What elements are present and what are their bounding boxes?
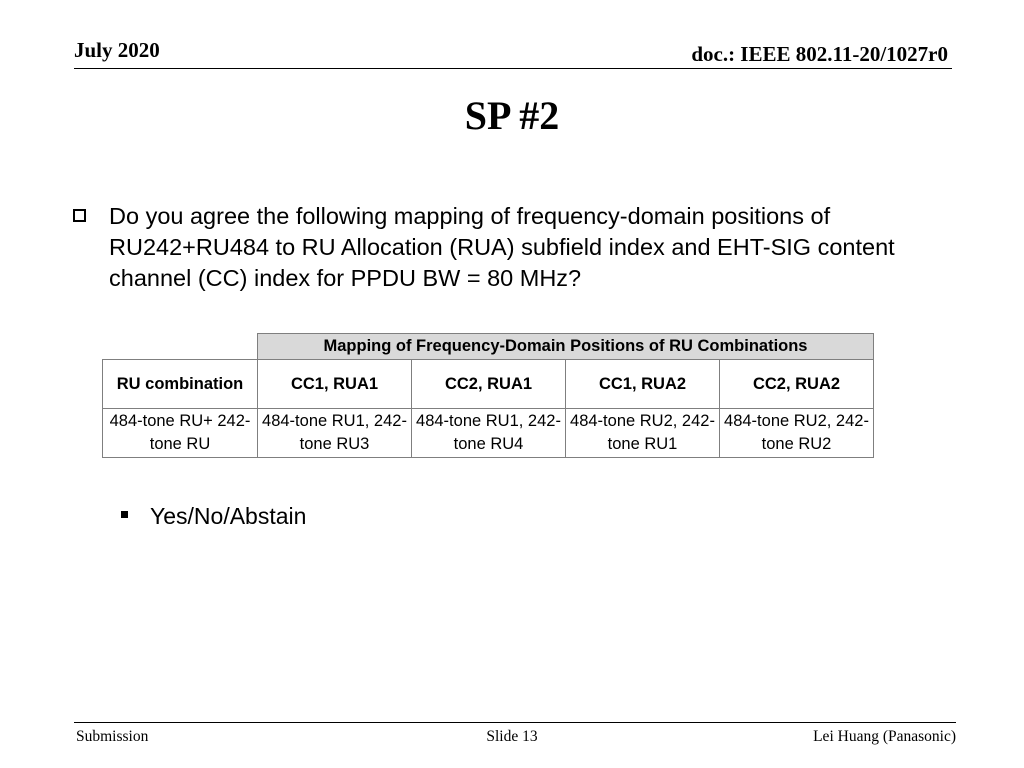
table-cell: 484-tone RU2, 242-tone RU2 (720, 409, 874, 458)
row-label: 484-tone RU+ 242-tone RU (103, 409, 258, 458)
table-cell: 484-tone RU1, 242-tone RU3 (258, 409, 412, 458)
vote-text: Yes/No/Abstain (150, 503, 307, 529)
column-header: CC1, RUA2 (566, 360, 720, 409)
vote-options (121, 503, 306, 530)
question-text: Do you agree the following mapping of frequency-domain positions of RU242+RU484 to RU Allocation (RUA) subfield index and EHT-SIG content channel (CC) index for PPDU BW = 80 MHz? (109, 203, 895, 291)
slide-title: SP #2 (464, 93, 560, 138)
table-row (103, 409, 874, 458)
header-divider (74, 68, 952, 69)
table-span-header: Mapping of Frequency-Domain Positions of RU Combinations (258, 334, 874, 360)
table-cell: 484-tone RU1, 242-tone RU4 (412, 409, 566, 458)
mapping-table (102, 333, 874, 458)
header-doc-id: doc.: IEEE 802.11-20/1027r0 (691, 42, 948, 66)
header-date: July 2020 (74, 38, 160, 62)
square-bullet-icon (121, 511, 128, 518)
column-header: CC2, RUA1 (412, 360, 566, 409)
checkbox-bullet-icon (73, 209, 86, 222)
column-header: CC2, RUA2 (720, 360, 874, 409)
table-corner (103, 334, 258, 360)
footer-submission: Submission (76, 728, 149, 745)
table-cell: 484-tone RU2, 242-tone RU1 (566, 409, 720, 458)
footer-slide-number: Slide 13 (486, 728, 538, 745)
column-header: CC1, RUA1 (258, 360, 412, 409)
footer-divider (74, 722, 956, 723)
footer-author: Lei Huang (Panasonic) (813, 728, 956, 745)
question-block (70, 201, 930, 294)
row-header-label: RU combination (103, 360, 258, 409)
